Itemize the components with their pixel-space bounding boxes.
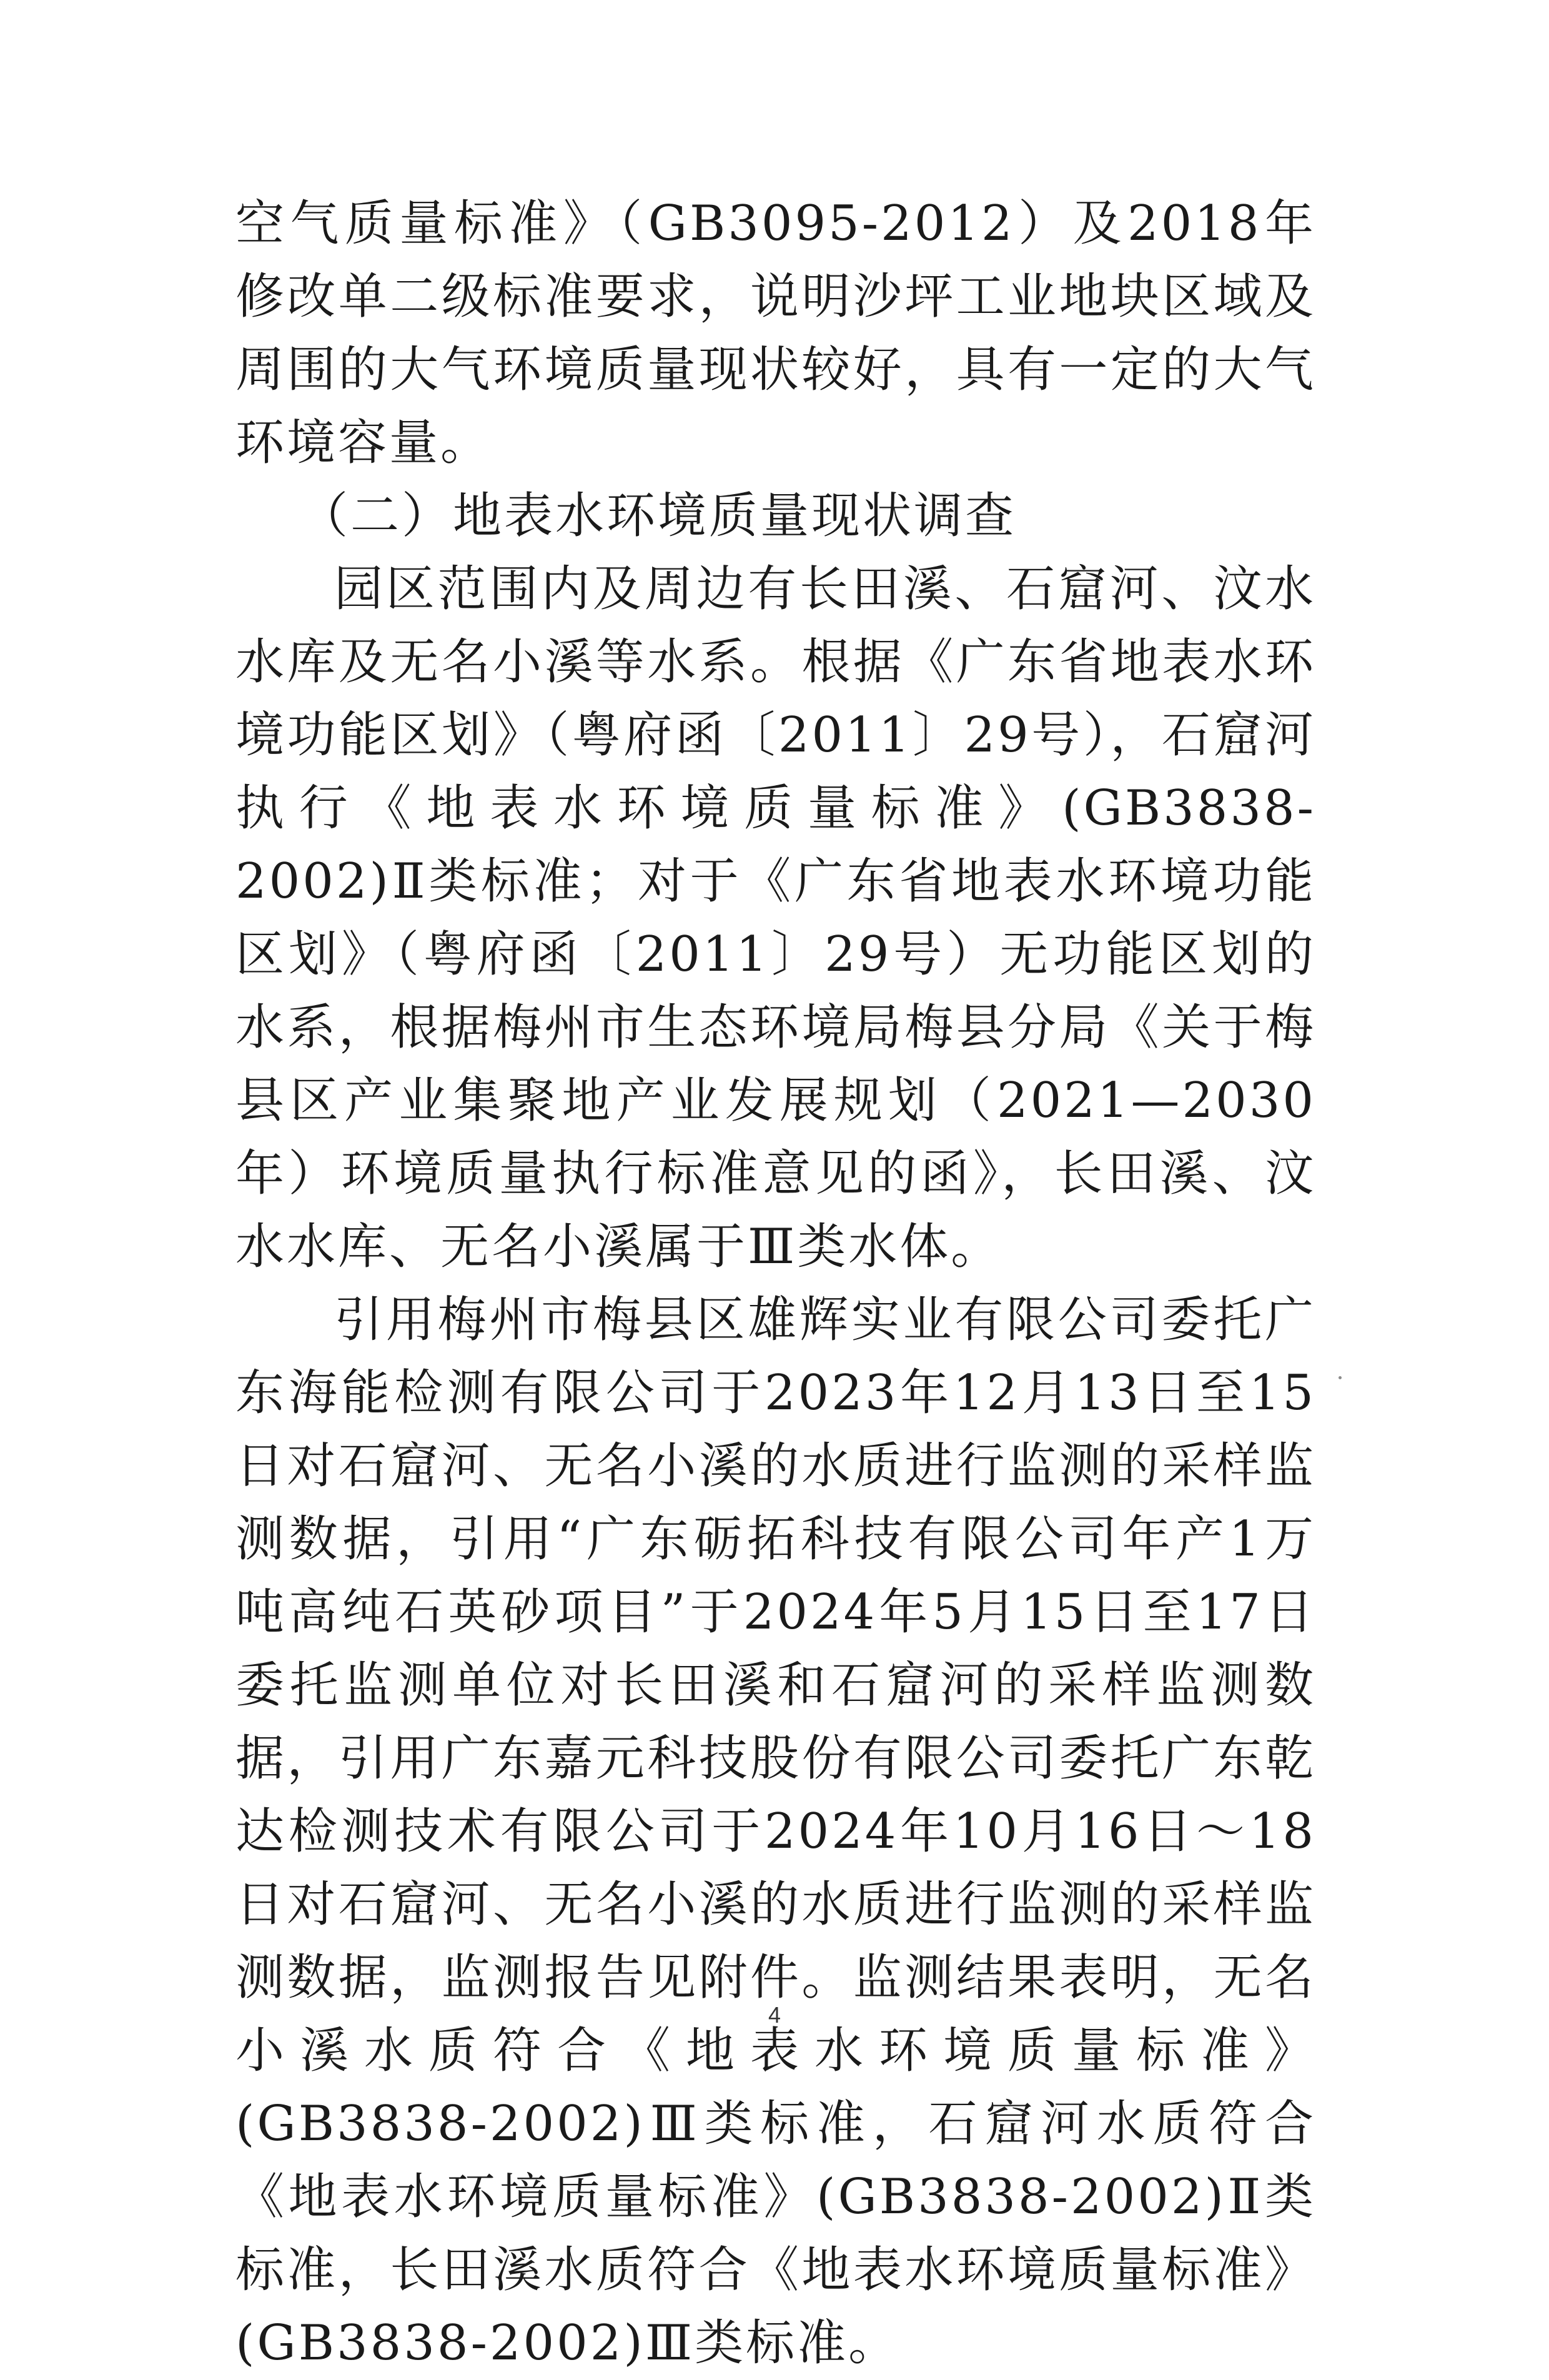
paragraph-air-quality-conclusion: 空气质量标准》（GB3095-2012）及2018年修改单二级标准要求，说明沙坪工业地块区域及周围的大气环境质量现状较好，具有一定的大气环境容量。 xyxy=(235,196,1316,471)
document-body xyxy=(235,187,1316,2380)
scan-speck xyxy=(1339,1376,1342,1379)
paragraph-monitoring-results: 引用梅州市梅县区雄辉实业有限公司委托广东海能检测有限公司于2023年12月13日至15日对石窟河、无名小溪的水质进行监测的采样监测数据，引用“广东砺拓科技有限公司年产1万吨高纯石英砂项目”于2024年5月15日至17日委托监测单位对长田溪和石窟河的采样监测数据，引用广东嘉元科技股份有限公司委托广东乾达检测技术有限公司于2024年10月16日～18日对石窟河、无名小溪的水质进行监测的采样监测数据，监测报告见附件。监测结果表明，无名小溪水质符合《地表水环境质量标准》(GB3838-2002)Ⅲ类标准，石窟河水质符合《地表水环境质量标准》(GB3838-2002)Ⅱ类标准，长田溪水质符合《地表水环境质量标准》(GB3838-2002)Ⅲ类标准。 xyxy=(235,1292,1316,2371)
page-number: 4 xyxy=(768,2002,781,2028)
section-heading-surface-water: （二）地表水环境质量现状调查 xyxy=(299,488,1017,544)
paragraph-water-systems: 园区范围内及周边有长田溪、石窟河、汶水水库及无名小溪等水系。根据《广东省地表水环境功能区划》（粤府函〔2011〕29号），石窟河执行《地表水环境质量标准》(GB3838-2002)Ⅱ类标准；对于《广东省地表水环境功能区划》（粤府函〔2011〕29号）无功能区划的水系，根据梅州市生态环境局梅县分局《关于梅县区产业集聚地产业发展规划（2021—2030年）环境质量执行标准意见的函》，长田溪、汶水水库、无名小溪属于Ⅲ类水体。 xyxy=(235,561,1316,1275)
